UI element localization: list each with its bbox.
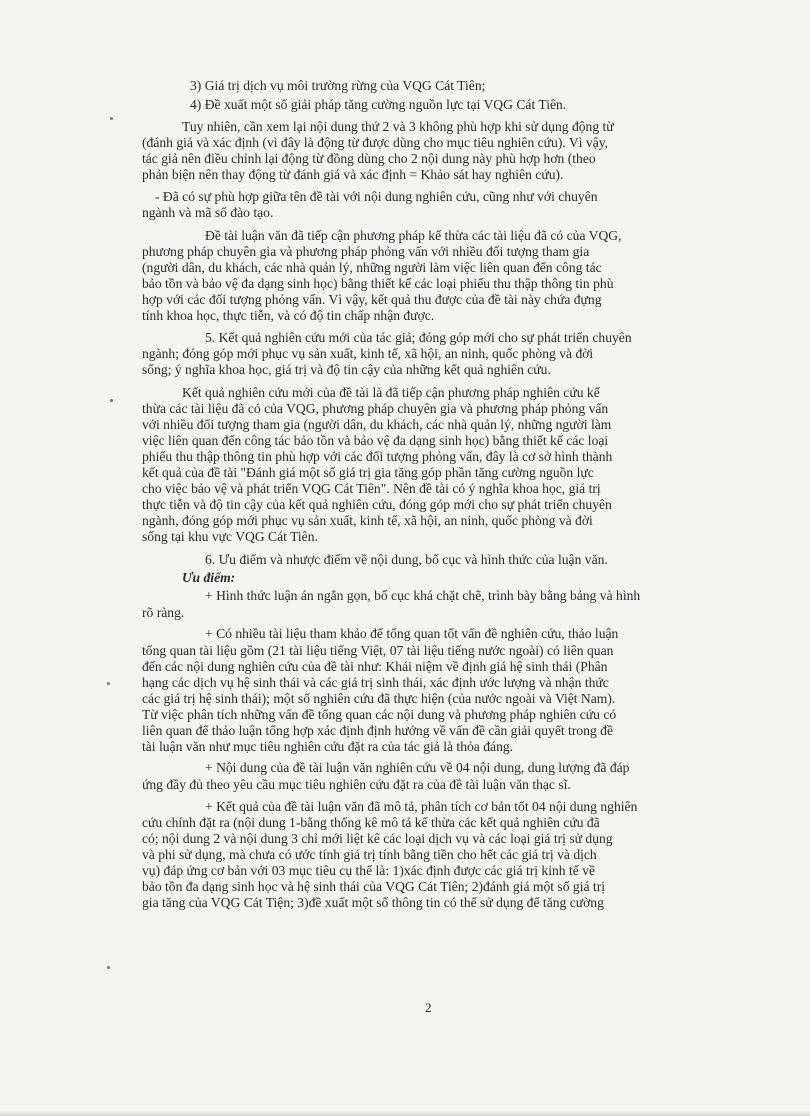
text-line: phản biện nên thay động từ đánh giá và xác định = Khảo sát hay nghiên cứu). [142,167,564,182]
text-line: sống tại khu vực VQG Cát Tiên. [142,529,318,544]
text-line: 3) Giá trị dịch vụ môi trường rừng của VQG Cát Tiên; [190,78,486,93]
text-line: hạng các dịch vụ hệ sinh thái và các giá trị sinh thái, xác định ước lượng và nhận thức [142,675,609,690]
text-line: + Hình thức luận án ngắn gọn, bố cục khá chặt chẽ, trình bày bằng bảng và hình [205,588,641,603]
text-line: phiếu thu thập thông tin phù hợp với các đối tượng phỏng vấn, đây là cơ sở hình thành [142,449,613,464]
text-line: tính khoa học, thực tiễn, và có độ tin chấp nhận được. [142,308,435,323]
scan-speck [110,399,113,402]
page-bottom-edge [0,1110,810,1116]
text-line: + Có nhiều tài liệu tham khảo để tổng quan tốt vấn đề nghiên cứu, thảo luận [205,626,619,641]
scan-speck [107,966,110,969]
page-number: 2 [425,1000,432,1015]
text-line: có; nội dung 2 và nội dung 3 chỉ mới liệt kê các loại dịch vụ và các loại giá trị sử dụng [142,831,613,846]
text-line: ngành và mã số đào tạo. [142,205,274,220]
text-line: ngành, đóng góp mới phục vụ sản xuất, kinh tế, xã hội, an ninh, quốc phòng và đời [142,513,593,528]
text-line: bảo tồn và bảo vệ đa dạng sinh học) bằng thiết kế các loại phiếu thu thập thông tin phù [142,276,614,291]
text-line: Kết quả nghiên cứu mới của đề tài là đã tiếp cận phương pháp nghiên cứu kế [182,385,600,400]
text-line: 4) Đề xuất một số giải pháp tăng cường nguồn lực tại VQG Cát Tiên. [190,97,567,112]
text-line: Từ việc phân tích những vấn đề tổng quan các nội dung và phương pháp nghiên cứu có [142,707,617,722]
text-line: Tuy nhiên, cần xem lại nội dung thứ 2 và 3 không phù hợp khi sử dụng động từ [182,119,614,134]
text-line: + Kết quả của đề tài luận văn đã mô tả, phân tích cơ bản tốt 04 nội dung nghiên [205,799,638,814]
text-line: - Đã có sự phù hợp giữa tên đề tài với nội dung nghiên cứu, cũng như với chuyên [155,189,598,204]
text-line: cứu chính đặt ra (nội dung 1-bằng thống kê mô tả kế thừa các kết quả nghiên cứu đã [142,815,600,830]
section-heading: Ưu điểm: [182,570,236,585]
text-line: việc liên quan đến công tác bảo tồn và bảo vệ đa dạng sinh học) bằng thiết kế các loại [142,433,609,448]
text-line: hợp với các đối tượng phỏng vấn. Vì vậy, kết quả thu được của đề tài này chứa đựng [142,292,602,307]
text-line: thừa các tài liệu đã có của VQG, phương pháp chuyên gia và phương pháp phỏng vấn [142,401,609,416]
text-line: 5. Kết quả nghiên cứu mới của tác giả; đóng góp mới cho sự phát triển chuyên [205,330,632,345]
text-line: (người dân, du khách, các nhà quản lý, những người làm việc liên quan đến công tác [142,260,602,275]
text-line: gia tăng của VQG Cát Tiện; 3)đề xuất một số thông tin có thể sử dụng để tăng cường [142,895,604,910]
text-line: vụ) đáp ứng cơ bản với 03 mục tiêu cụ thể là: 1)xác định được các giá trị kinh tế về [142,863,596,878]
text-line: thực tiễn và độ tin cậy của kết quả nghiên cứu, đóng góp mới cho sự phát triển chuyên [142,497,612,512]
text-line: tài luận văn như mục tiêu nghiên cứu đặt ra của tác giả là thỏa đáng. [142,739,514,754]
text-line: các giá trị hệ sinh thái); một số nghiên cứu đã thực hiện (của nước ngoài và Việt Nam). [142,691,616,706]
text-line: đến các nội dung nghiên cứu của đề tài như: Khái niệm về định giá hệ sinh thái (Phân [142,659,608,674]
text-line: với nhiều đối tượng tham gia (người dân, du khách, các nhà quản lý, những người làm [142,417,612,432]
text-line: tổng quan tài liệu gồm (21 tài liệu tiếng Việt, 07 tài liệu tiếng nước ngoài) có liên quan [142,643,614,658]
text-line: (đánh giá và xác định (vì đây là động từ được dùng cho mục tiêu nghiên cứu). Vì vậy, [142,135,609,150]
text-line: liên quan để thảo luận tổng hợp xác định định hướng về vấn đề cần giải quyết trong đề [142,723,613,738]
text-line: bảo tồn đa dạng sinh học và hệ sinh thái của VQG Cát Tiên; 2)đánh giá một số giá trị [142,879,606,894]
text-line: 6. Ưu điểm và nhược điểm về nội dung, bố cục và hình thức của luận văn. [205,552,608,567]
scan-speck [110,117,113,120]
text-line: phương pháp chuyên gia và phương pháp phỏng vấn với nhiều đối tượng tham gia [142,244,590,259]
text-line: kết quả của đề tài "Đánh giá một số giá trị gia tăng góp phần tăng cường nguồn lực [142,465,594,480]
text-line: cho việc bảo vệ và phát triển VQG Cát Tiên". Nên đề tài có ý nghĩa khoa học, giá trị [142,481,601,496]
text-line: ứng đầy đủ theo yêu cầu mục tiêu nghiên cứu đặt ra của đề tài luận văn thạc sĩ. [142,777,571,792]
scan-speck [107,682,110,685]
text-line: tác giả nên điều chỉnh lại động từ đồng dùng cho 2 nội dung này phù hợp hơn (theo [142,151,596,166]
text-line: ngành; đóng góp mới phục vụ sản xuất, kinh tế, xã hội, an ninh, quốc phòng và đời [142,346,594,361]
text-line: rõ ràng. [142,605,185,620]
text-line: + Nội dung của đề tài luận văn nghiên cứu về 04 nội dung, dung lượng đã đáp [205,760,630,775]
text-line: Đề tài luận văn đã tiếp cận phương pháp kế thừa các tài liệu đã có của VQG, [205,228,622,243]
text-line: sống; ý nghĩa khoa học, giá trị và độ tin cậy của những kết quả nghiên cứu. [142,362,551,377]
text-line: và phi sử dụng, mà chưa có ước tính giá trị tính bằng tiền cho hết các giá trị và dịch [142,847,597,862]
